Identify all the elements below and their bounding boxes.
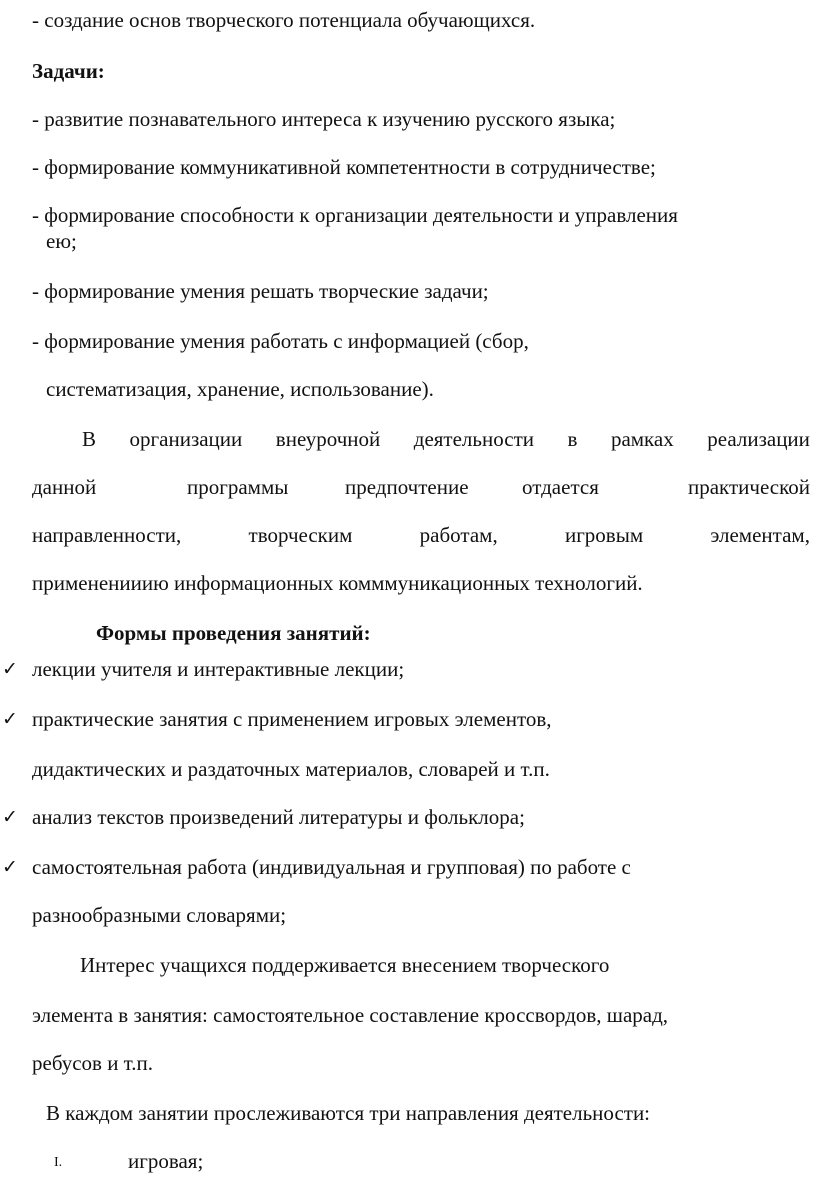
- word: реализации: [707, 427, 810, 451]
- paragraph-line: примененииию информационных комммуникационных технологий.: [32, 571, 643, 595]
- task-item: - развитие познавательного интереса к изучению русского языка;: [32, 107, 616, 131]
- word: практической: [687, 475, 810, 499]
- task-item: - формирование коммуникативной компетентности в сотрудничестве;: [32, 155, 656, 179]
- word: предпочтение: [345, 475, 469, 499]
- form-item: самостоятельная работа (индивидуальная и групповая) по работе с: [32, 855, 631, 879]
- word: элементам,: [710, 523, 810, 547]
- word: внеурочной: [275, 427, 381, 451]
- paragraph-line: ребусов и т.п.: [32, 1051, 154, 1075]
- word: в: [567, 427, 578, 451]
- word: творческим: [248, 523, 353, 547]
- form-item-continuation: дидактических и раздаточных материалов, словарей и т.п.: [32, 757, 550, 781]
- word: работам,: [419, 523, 498, 547]
- task-item: - формирование способности к организации деятельности и управления: [32, 203, 678, 227]
- word: организации: [129, 427, 243, 451]
- paragraph-line: [32, 522, 810, 548]
- form-item: практические занятия с применением игровых элементов,: [32, 707, 552, 731]
- word: В: [82, 427, 97, 451]
- paragraph-line: В каждом занятии прослеживаются три направления деятельности:: [46, 1101, 651, 1125]
- word: направленности,: [32, 523, 182, 547]
- paragraph-line: Интерес учащихся поддерживается внесением творческого: [80, 953, 610, 977]
- intro-line: - создание основ творческого потенциала обучающихся.: [32, 8, 536, 32]
- paragraph-line: элемента в занятия: самостоятельное составление кроссвордов, шарад,: [32, 1003, 669, 1027]
- word: программы: [187, 475, 289, 499]
- word: деятельности: [413, 427, 534, 451]
- checkmark-icon: ✓: [2, 856, 18, 878]
- task-item: - формирование умения работать с информацией (сбор,: [32, 329, 529, 353]
- form-item-continuation: разнообразными словарями;: [32, 903, 287, 927]
- checkmark-icon: ✓: [2, 658, 18, 680]
- form-item: анализ текстов произведений литературы и фольклора;: [32, 805, 525, 829]
- word: рамках: [610, 427, 674, 451]
- checkmark-icon: ✓: [2, 708, 18, 730]
- list-marker: I.: [54, 1155, 63, 1170]
- form-item: лекции учителя и интерактивные лекции;: [32, 657, 405, 681]
- tasks-heading: Задачи:: [32, 59, 105, 83]
- paragraph-line: [82, 426, 810, 452]
- direction-item: игровая;: [128, 1149, 204, 1173]
- task-item-continuation: ею;: [46, 229, 77, 253]
- checkmark-icon: ✓: [2, 806, 18, 828]
- forms-heading: Формы проведения занятий:: [96, 621, 371, 645]
- task-item: - формирование умения решать творческие задачи;: [32, 279, 489, 303]
- task-item-continuation: систематизация, хранение, использование).: [46, 377, 434, 401]
- word: игровым: [564, 523, 644, 547]
- word: отдается: [522, 475, 599, 499]
- word: данной: [32, 475, 97, 499]
